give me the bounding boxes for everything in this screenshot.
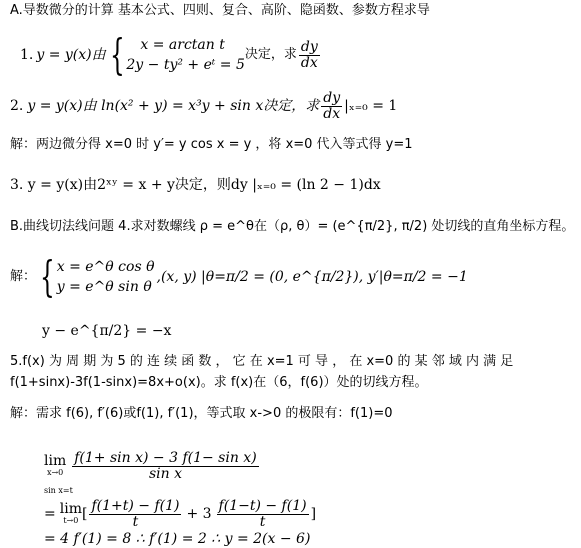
problem-1-number: 1. — [20, 47, 34, 63]
problem-2-derivative — [321, 91, 342, 122]
frac-denominator: t — [132, 513, 139, 530]
limit-operator — [60, 502, 82, 526]
lim-subscript: t→0 — [63, 516, 79, 525]
problem-1-derivative — [299, 40, 320, 71]
result-equation: = 4 f′(1) = 8 ∴ f′(1) = 2 ∴ y = 2(x − 6) — [44, 531, 311, 547]
frac-denominator: t — [259, 513, 266, 530]
problem-2-tail: |ₓ₌₀ = 1 — [344, 98, 398, 114]
system-eq-1: x = arctan t — [140, 37, 225, 53]
problem-1 — [20, 32, 322, 78]
problem-1-tail: 决定，求 — [244, 47, 297, 62]
frac-denominator: dx — [323, 105, 341, 122]
problem-4-solution — [10, 254, 468, 300]
frac-numerator: f(1+t) − f(1) — [91, 497, 180, 514]
problem-1-lhs: y = y(x)由 — [36, 47, 106, 63]
system-eq-1: x = e^θ cos θ — [56, 259, 155, 275]
problem-2 — [10, 86, 397, 126]
system-brace: { — [40, 252, 55, 301]
system-brace: { — [109, 30, 125, 79]
difference-quotient-1 — [89, 499, 181, 530]
frac-denominator: sin x — [148, 465, 182, 482]
frac-numerator: f(1+ sin x) − 3 f(1− sin x) — [74, 449, 257, 466]
frac-numerator: dy — [323, 89, 341, 106]
problem-3: 3. y = y(x)由2ˣʸ = x + y决定，则dy |ₓ₌₀ = (ln 2 − 1)dx — [10, 177, 381, 193]
section-b-title: B.曲线切法线问题 4.求对数螺线 ρ = e^θ在（ρ, θ）= (e^{π/2}, π/2) 处切线的直角坐标方程。 — [10, 219, 575, 234]
substitution-note: sin x=t — [44, 486, 73, 495]
problem-5-statement: f(1+sinx)-3f(1-sinx)=8x+o(x)。求 f(x)在（6，f(6)）处的切线方程。 — [10, 375, 428, 390]
solution-label: 解： — [10, 269, 37, 284]
difference-quotient-2 — [217, 499, 309, 530]
limit-expression — [44, 446, 261, 486]
lim-label: lim — [44, 453, 67, 469]
problem-2-number: 2. — [10, 98, 24, 114]
section-a-title: A.导数微分的计算 基本公式、四则、复合、高阶、隐函数、参数方程求导 — [10, 3, 430, 18]
problem-5-line-1: 5.f(x) 为 周 期 为 5 的 连 续 函 数 ， 它 在 x=1 可 导 ， 在 x=0 的 某 邻 域 内 满 足 — [10, 354, 514, 369]
problem-4-tail: ,(x, y) |θ=π/2 = (0, e^{π/2}), y′|θ=π/2 = −1 — [156, 269, 468, 285]
problem-2-text: y = y(x)由 ln(x² + y) = x³y + sin x决定，求 — [27, 98, 320, 114]
system-eq-2: 2y − ty² + eᵗ = 5 — [126, 57, 245, 73]
limit-expression-2: = lim t→0 [ $\frac{f(1+t) - f(1)}{t}$ + 3 $\frac{f(1-t) - f(1)}{t}$ ] — [44, 497, 317, 530]
problem-2-solution: 解：两边微分得 x=0 时 y′= y cos x = y ，将 x=0 代入等式得 y=1 — [10, 137, 413, 152]
parametric-system — [57, 257, 155, 297]
lim-label: lim — [59, 501, 82, 517]
limit-operator — [44, 454, 66, 478]
problem-5-line-2 — [10, 374, 428, 392]
problem-5-solution: 解：需求 f(6), f′(6)或f(1), f′(1)，等式取 x->0 的极限有：f(1)=0 — [10, 406, 393, 421]
system-eq-2: y = e^θ sin θ — [56, 279, 152, 295]
limit-fraction — [72, 451, 258, 482]
frac-numerator: f(1−t) − f(1) — [218, 497, 307, 514]
frac-denominator: dx — [300, 54, 318, 71]
problem-1-system — [126, 35, 245, 75]
frac-numerator: dy — [300, 38, 318, 55]
final-result — [44, 530, 310, 548]
lim-subscript: x→0 — [46, 468, 64, 477]
tangent-line-equation: y − e^{π/2} = −x — [42, 323, 172, 339]
